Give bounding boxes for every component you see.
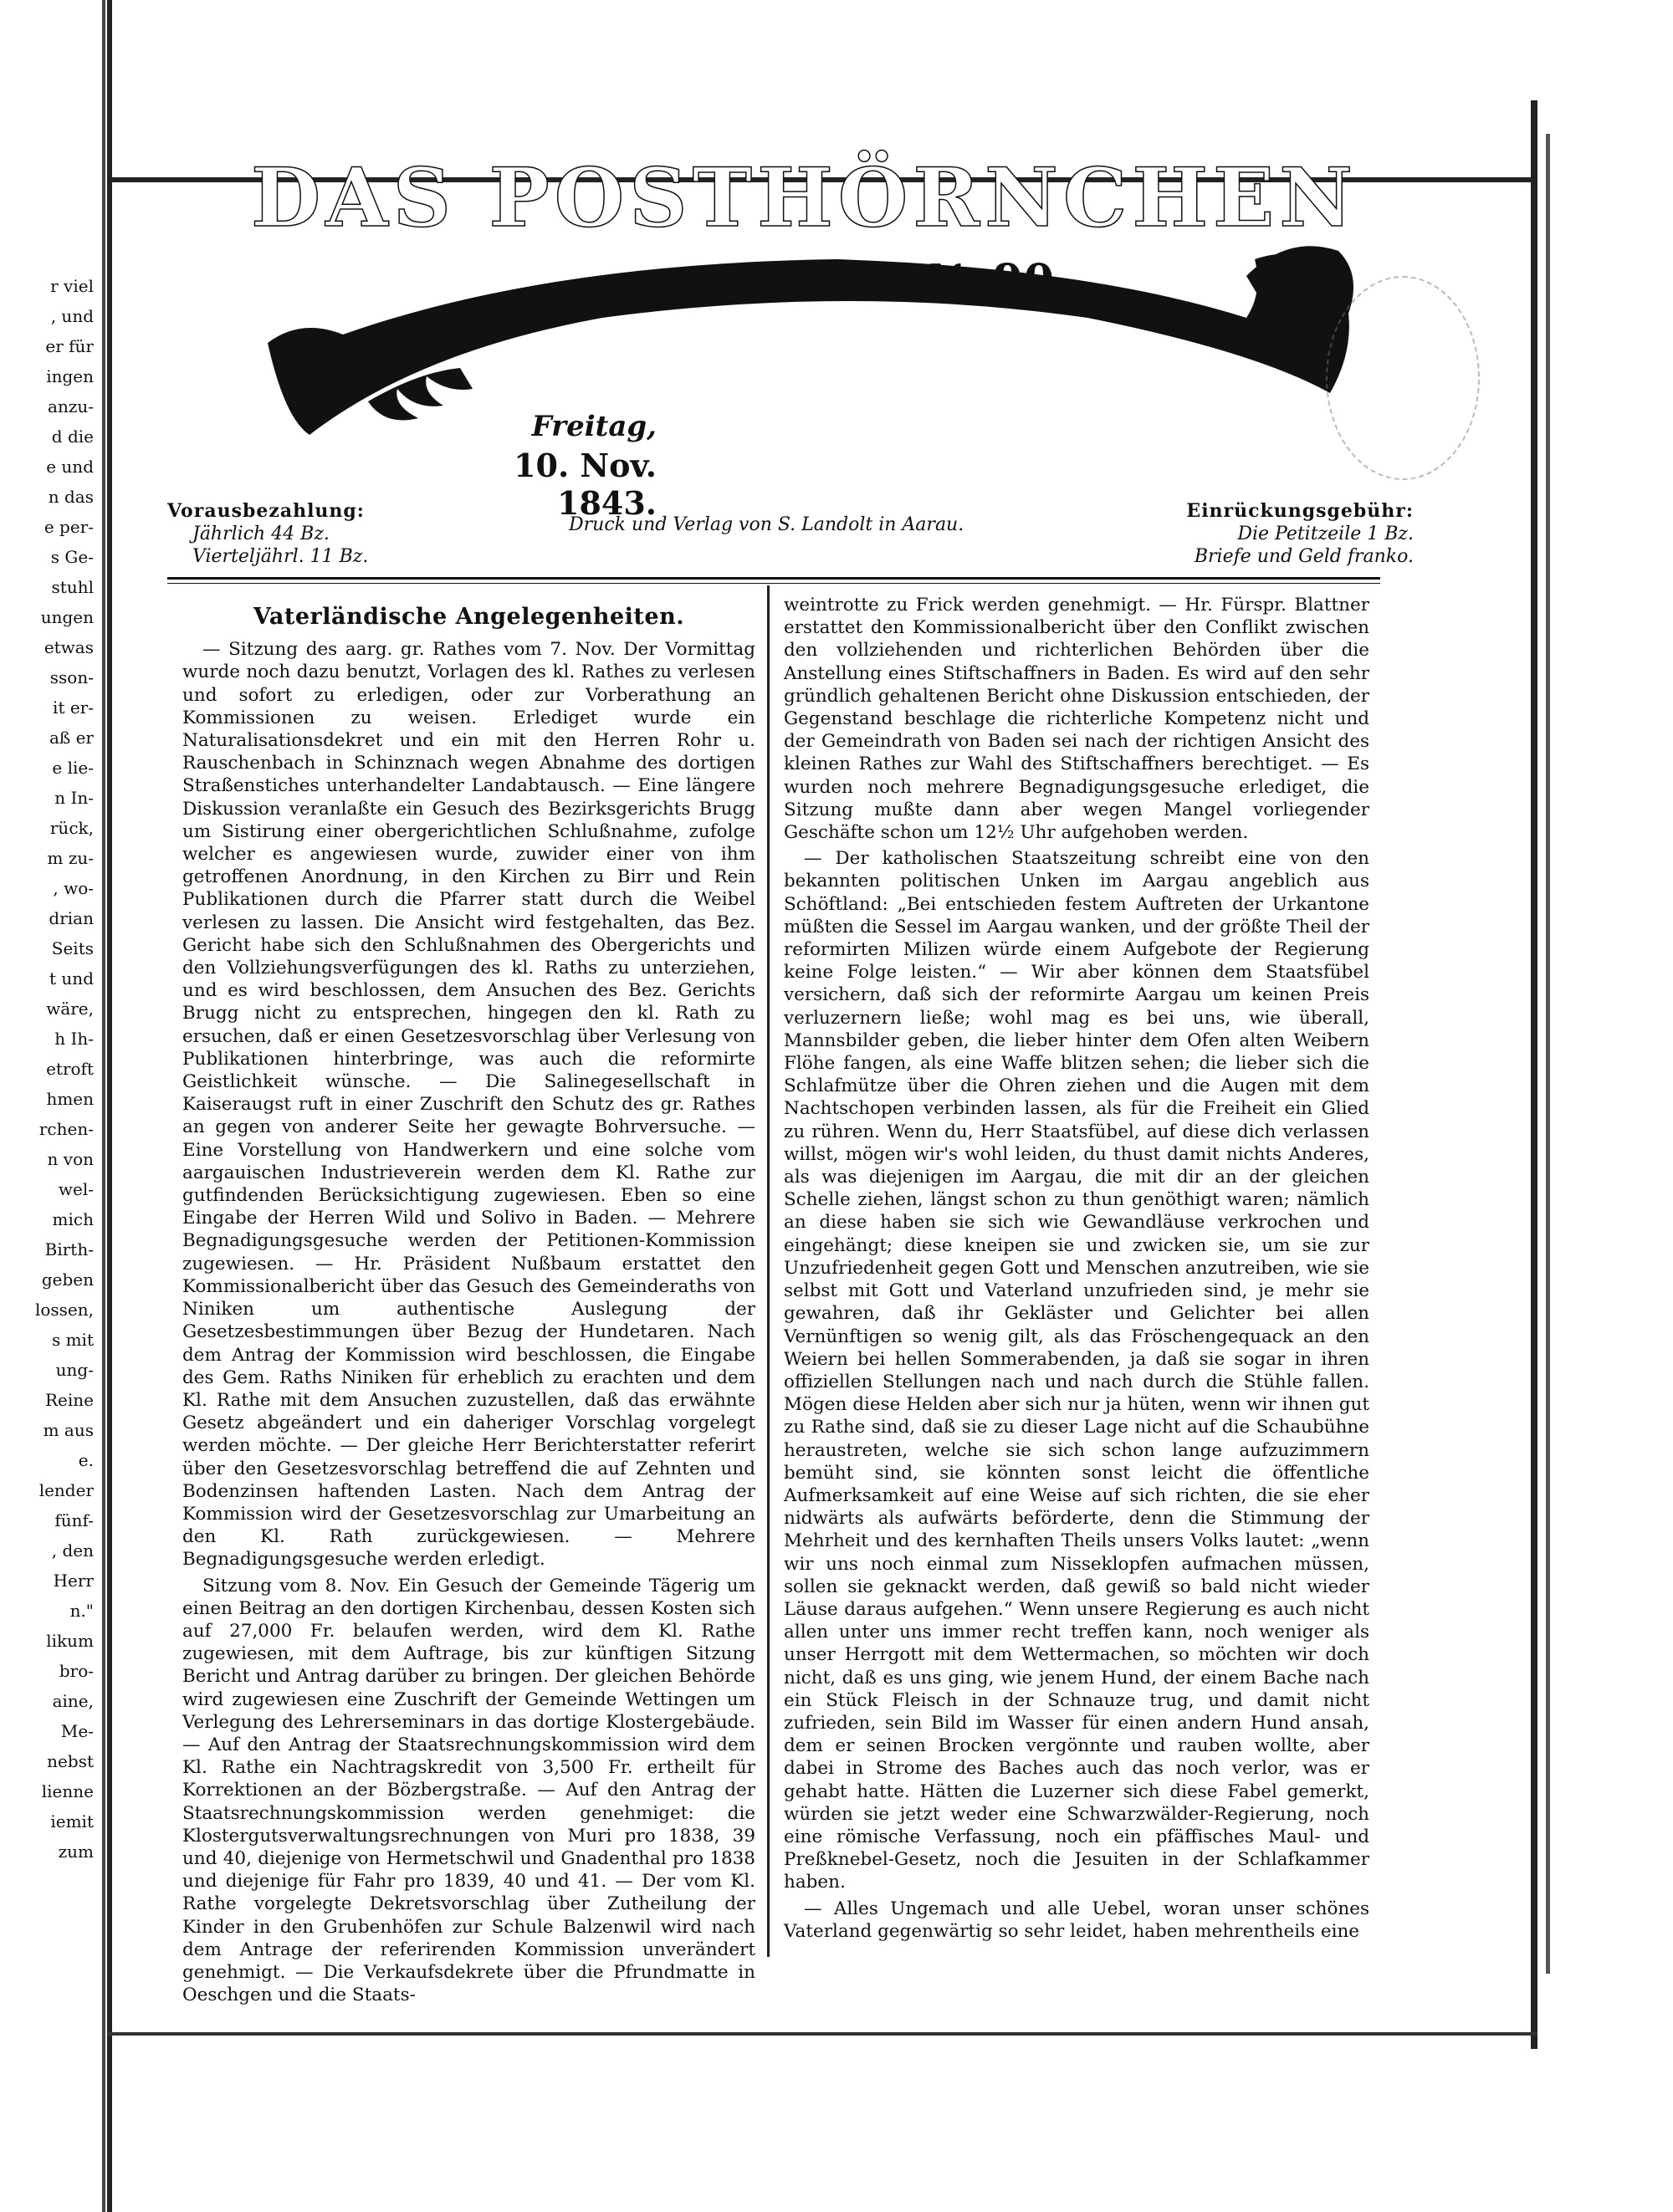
- right-page-edge-inner: [1546, 134, 1550, 1974]
- article-paragraph: — Sitzung des aarg. gr. Rathes vom 7. Nov. Der Vormittag wurde noch dazu benutzt, Vorlagen des kl. Rathes zu verlesen und sofort zu erledigen, oder zur Vorberathung an Kommissionen zu weisen. Erlediget wurde ein Naturalisationsdekret und ein mit den Herren Rohr u. Rauschenbach in Schinznach wegen Abnahme des dortigen Straßenstiches unterhandelter Landabtausch. — Eine längere Diskussion veranlaßte ein Gesuch des Bezirksgerichts Brugg um Sistirung einer obergerichtlichen Schlußnahme, zufolge welcher es angewiesen wurde, zuwider einer von ihm getroffenen Anordnung, in den Kirchen zu Birr und Rein Publikationen durch die Pfarrer statt durch die Weibel verlesen zu lassen. Die Ansicht wird festgehalten, das Bez. Gericht habe sich den Schlußnahmen des Obergerichts und den Vollziehungsverfügungen des kl. Raths zu unterziehen, und es wird beschlossen, dem Ansuchen des Bez. Gerichts Brugg nicht zu entsprechen, hingegen den kl. Rath zu ersuchen, daß er einen Gesetzesvorschlag über Verlesung von Publikationen hinterbringe, was auch die reformirte Geistlichkeit wünsche. — Die Salinegesellschaft in Kaiseraugst ruft in einer Zuschrift den Schutz des gr. Rathes an gegen von anderer Seite her gewagte Bohrversuche. — Eine Vorstellung von Handwerkern und eine solche vom aargauischen Industrieverein werden dem Kl. Rathe zur gutfindenden Berücksichtigung zugewiesen. Eben so eine Eingabe der Herren Wild und Solivo in Baden. — Mehrere Begnadigungsgesuche werden der Petitionen-Kommission zugewiesen. — Hr. Präsident Nußbaum erstattet den Kommissionalbericht über das Gesuch des Gemeinderaths von Niniken um authentische Auslegung der Gesetzesbestimmungen über Bezug der Hundetaren. Nach dem Antrag der Kommission wird beschlossen, die Eingabe des Gem. Raths Niniken für erheblich zu erachten und dem Kl. Rathe mit dem Ansuchen zuzustellen, daß das erwähnte Gesetz abgeändert und ein daheriger Vorschlag vorgelegt werden möchte. — Der gleiche Herr Berichterstatter referirt über den Gesetzesvorschlag betreffend die auf Zehnten und Bodenzinsen haftenden Lasten. Nach dem Antrag der Kommission wird der Gesetzesvorschlag zur Umarbeitung an den Kl. Rath zurückgewiesen. — Mehrere Begnadigungsgesuche werden erledigt.: [182, 639, 755, 1571]
- masthead-title: DAS POSTHÖRNCHEN: [251, 151, 1358, 245]
- left-page-fragment: , den: [51, 1540, 94, 1561]
- left-page-fragment: wäre,: [46, 999, 94, 1019]
- left-page-fragment: lienne: [41, 1781, 94, 1801]
- left-page-fragment: sson-: [49, 667, 94, 687]
- left-page-fragment: geben: [41, 1269, 94, 1290]
- article-column-2: [784, 594, 1369, 1949]
- left-page-fragment: hmen: [46, 1089, 94, 1109]
- ribbon-shape: [268, 253, 1349, 435]
- bottom-rule: [107, 2032, 1537, 2036]
- left-page-fragment: d die: [51, 427, 94, 447]
- left-page-fragment: e lie-: [52, 758, 94, 778]
- subscription-quarterly: Vierteljährl. 11 Bz.: [192, 546, 369, 567]
- left-page-fragment: bro-: [59, 1661, 94, 1681]
- left-page-fragment: iemit: [50, 1811, 94, 1831]
- header-rule: [167, 577, 1380, 584]
- issue-date: 10. Nov. 1843.: [514, 447, 657, 522]
- insertion-heading: Einrückungsgebühr:: [1186, 500, 1414, 522]
- article-column-1: [182, 594, 755, 2006]
- left-page-fragment: n In-: [54, 788, 94, 808]
- left-page-fragment: nebst: [47, 1751, 94, 1771]
- left-page-fragment: ingen: [46, 366, 94, 386]
- left-page-fragment: drian: [49, 908, 94, 928]
- section-title: Vaterländische Angelegenheiten.: [253, 604, 685, 630]
- left-page-fragment: , wo-: [53, 878, 94, 898]
- left-page-fragment: e und: [46, 457, 94, 477]
- left-page-fragment: n.": [69, 1601, 94, 1621]
- left-page-fragment: aß er: [49, 728, 94, 748]
- left-page-fragment: s mit: [51, 1330, 94, 1350]
- article-paragraph: weintrotte zu Frick werden genehmigt. — Hr. Fürspr. Blattner erstattet den Kommissionalbericht über den Conflikt zwischen den vollziehenden und richterlichen Behörden über die Anstellung eines Stiftschaffners in Baden. Es wird auf den sehr gründlich gehaltenen Bericht ohne Diskussion entschieden, der Gegenstand beschlage die richterliche Kompetenz nicht und der Gemeindrath von Baden sei nach der richtigen Ansicht des kleinen Rathes zur Wahl des Stiftschaffners berechtiget. — Es wurden noch mehrere Begnadigungsgesuche erlediget, die Sitzung mußte dann aber wegen Mangel vorliegender Geschäfte schon um 12½ Uhr aufgehoben werden.: [784, 595, 1369, 844]
- left-page-fragment: it er-: [53, 697, 94, 718]
- insertion-info: [1138, 500, 1414, 568]
- left-page-fragment: etroft: [46, 1059, 94, 1079]
- left-page-fragments: [0, 276, 100, 1907]
- left-page-fragment: r viel: [50, 276, 94, 296]
- insertion-postage: Briefe und Geld franko.: [1194, 546, 1414, 567]
- left-page-fragment: Reine: [44, 1390, 94, 1410]
- subscription-info: [167, 500, 368, 568]
- left-page-fragment: , und: [50, 306, 94, 326]
- left-page-fragment: wel-: [58, 1179, 94, 1199]
- left-page-fragment: etwas: [43, 637, 94, 657]
- article-paragraph: — Alles Ungemach und alle Uebel, woran unser schönes Vaterland gegenwärtig so sehr leidet, haben mehrentheils eine: [784, 1898, 1369, 1942]
- column-divider: [767, 585, 770, 1957]
- article-paragraph: Sitzung vom 8. Nov. Ein Gesuch der Gemeinde Tägerig um einen Beitrag an den dortigen Kirchenbau, dessen Kosten sich auf 27,000 Fr. belaufen werden, wird dem Kl. Rathe zugewiesen, mit dem Auftrage, bis zur künftigen Sitzung Bericht und Antrag darüber zu bringen. Der gleichen Behörde wird zugewiesen eine Zuschrift der Gemeinde Wettingen um Verlegung des Lehrerseminars in das dortige Klostergebäude. — Auf den Antrag der Staatsrechnungskommission wird dem Kl. Rathe ein Nachtragskredit von 3,500 Fr. ertheilt für Korrektionen an der Bözbergstraße. — Auf den Antrag der Staatsrechnungskommission werden genehmiget: die Klostergutsverwaltungsrechnungen von Muri pro 1838, 39 und 40, diejenige von Hermetschwil und Gnadenthal pro 1838 und diejenige für Fahr pro 1839, 40 und 41. — Der vom Kl. Rathe vorgelegte Dekretsvorschlag über Zutheilung der Kinder in den Grubenhöfen zur Schule Balzenwil wird nach dem Antrage der referirenden Kommission unverändert genehmigt. — Die Verkaufsdekrete über die Pfrundmatte in Oeschgen und die Staats-: [182, 1575, 755, 2006]
- left-page-fragment: rück,: [49, 818, 94, 838]
- date-block: [456, 410, 657, 522]
- left-page-fragment: Me-: [60, 1721, 94, 1741]
- left-page-fragment: stuhl: [51, 577, 94, 597]
- left-page-fragment: Seits: [51, 938, 94, 958]
- left-page-fragment: n das: [48, 487, 94, 507]
- insertion-line-price: Die Petitzeile 1 Bz.: [1237, 524, 1414, 544]
- left-page-fragment: er für: [45, 336, 94, 356]
- left-page-fragment: ung-: [55, 1360, 94, 1380]
- left-page-fragment: m zu-: [47, 848, 94, 868]
- left-page-fragment: likum: [46, 1631, 94, 1651]
- weekday: Freitag,: [531, 410, 657, 443]
- left-page-fragment: lossen,: [34, 1300, 94, 1320]
- left-page-fragment: Birth-: [44, 1239, 94, 1259]
- subscription-yearly: Jährlich 44 Bz.: [192, 524, 330, 544]
- issue-number: № 90.: [929, 255, 1072, 306]
- left-page-fragment: Herr: [53, 1571, 94, 1591]
- left-page-fragment: t und: [49, 968, 94, 989]
- left-page-fragment: zum: [58, 1842, 94, 1862]
- left-page-fragment: lender: [38, 1480, 94, 1500]
- article-paragraph: — Der katholischen Staatszeitung schreibt eine von den bekannten politischen Unken im Aargau angeblich aus Schöftland: „Bei entschieden festem Auftreten der Urkantone müßten die Sessel im Aargau wanken, und der größte Theil der reformirten Milizen würde einem Aufgebote der Regierung keine Folge leisten.“ — Wir aber können dem Staatsfübel versichern, daß sich der reformirte Aargau um keinen Preis verluzernern ließe; wohl mag es bei uns, wie überall, Mannsbilder geben, die lieber hinter dem Ofen alten Weibern Flöhe fangen, als eine Waffe blitzen sehen; die lieber sich die Schlafmütze über die Ohren ziehen und die Augen mit dem Nachtschopen verbinden lassen, als für die Freiheit ein Glied zu rühren. Wenn du, Herr Staatsfübel, auf diese dich verlassen willst, mögen wir's wohl leiden, du thust damit nichts Anderes, als was diejenigen im Aargau, die mit dir an der gleichen Schelle ziehen, längst schon zu thun genöthigt waren; nämlich an diese haben sie sich wie Gewandläuse verkrochen und eingehängt; diese kneipen sie und zwicken sie, um sie zur Unzufriedenheit gegen Gott und Menschen anzutreiben, wie sie selbst mit Gott und Vaterland unzufrieden sind, je mehr sie gewahren, daß ihr Gekläster und Gelichter bei allen Vernünftigen so wenig gilt, als das Fröschengequack an den Weiern bei hellen Sommerabenden, ja daß sie sogar in ihren offiziellen Stellungen nach und nach durch die Stühle fallen. Mögen diese Helden aber sich nur ja hüten, wenn wir ihnen gut zu Rathe sind, daß sie zu dieser Lage nicht auf die Schaubühne heraustreten, welche sie sich schon lange aufzuzimmern bemüht sind, sie könnten sonst leicht die öffentliche Aufmerksamkeit auf eine Weise auf sich richten, die sie eher nidwärts als aufwärts beförderte, denn die Stimmung der Mehrheit und des kernhaften Theils unsers Volks lautet: „wenn wir uns noch einmal zum Nisseklopfen aufmachen müssen, sollen sie geknackt werden, daß gewiß so bald nicht wieder Läuse daraus aufgehen.“ Wenn unsere Regierung es auch nicht allen unter uns immer recht treffen kann, noch weniger als unser Herrgott mit dem Wettermachen, so möchten wir doch nicht, daß es uns ging, wie jenem Hund, der einem Bache nach ein Stück Fleisch in der Schnauze trug, und damit nicht zufrieden, sein Bild im Wasser für einen andern Hund ansah, dem er seinen Brocken vergönnte und rauben wollte, aber dabei in Strome des Baches auch das noch verlor, was er gehabt hatte. Hätten die Luzerner sich diese Fabel gemerkt, würden sie jetzt weder eine Schwarzwälder-Regierung, noch eine römische Verfassung, noch ein pfäffisches Maul- und Preßknebel-Gesetz, noch die Jesuiten in der Schlafkammer haben.: [784, 848, 1369, 1893]
- left-page-fragment: aine,: [52, 1691, 94, 1711]
- masthead-banner: [251, 151, 1380, 477]
- left-page-fragment: m aus: [43, 1420, 94, 1440]
- subscription-heading: Vorausbezahlung:: [167, 500, 365, 522]
- publisher-line: Druck und Verlag von S. Landolt in Aarau.: [569, 514, 964, 535]
- left-page-fragment: anzu-: [48, 396, 94, 416]
- library-stamp: [1326, 276, 1480, 480]
- left-page-fragment: n von: [47, 1149, 94, 1169]
- left-page-fragment: ungen: [40, 607, 94, 627]
- left-page-fragment: rchen-: [38, 1119, 94, 1139]
- left-page-fragment: fünf-: [54, 1510, 94, 1530]
- right-page-edge: [1531, 100, 1537, 2049]
- left-page-fragment: mich: [52, 1209, 94, 1229]
- left-page-fragment: e.: [78, 1450, 94, 1470]
- left-page-fragment: e per-: [43, 517, 94, 537]
- left-page-fragment: h Ih-: [54, 1029, 94, 1049]
- left-page-fragment: s Ge-: [50, 547, 94, 567]
